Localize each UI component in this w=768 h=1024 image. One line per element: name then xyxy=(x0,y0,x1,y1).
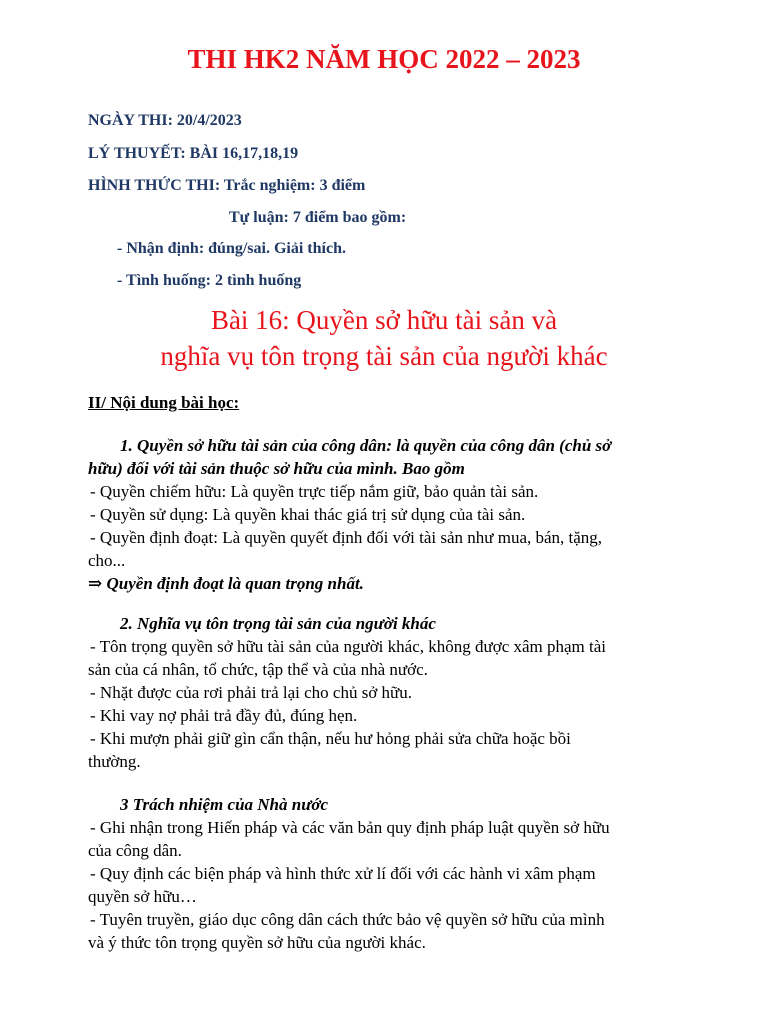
part2-line: thường. xyxy=(88,752,141,771)
part2-line: sản của cá nhân, tổ chức, tập thể và của nhà nước. xyxy=(88,660,428,679)
exam-item-judgment: - Nhận định: đúng/sai. Giải thích. xyxy=(117,240,346,257)
part1-line: - Quyền sử dụng: Là quyền khai thác giá trị sử dụng của tài sản. xyxy=(90,505,526,524)
part2-line: - Nhặt được của rơi phải trả lại cho chủ sở hữu. xyxy=(90,683,413,702)
part3-line: của công dân. xyxy=(88,841,182,860)
lesson-title-line2: nghĩa vụ tôn trọng tài sản của người khác xyxy=(160,341,608,371)
part1-heading-line2: hữu) đối với tài sản thuộc sở hữu của mình. Bao gồm xyxy=(88,459,465,478)
part1-line: - Quyền định đoạt: Là quyền quyết định đối với tài sản như mua, bán, tặng, xyxy=(90,528,603,547)
part3-block xyxy=(88,793,728,954)
part3-line: - Tuyên truyền, giáo dục công dân cách thức bảo vệ quyền sở hữu của mình xyxy=(90,910,605,929)
part1-line: cho... xyxy=(88,551,126,570)
part2-line: - Khi vay nợ phải trả đầy đủ, đúng hẹn. xyxy=(90,706,358,725)
part2-line: - Tôn trọng quyền sở hữu tài sản của người khác, không được xâm phạm tài xyxy=(90,637,607,656)
part2-heading: 2. Nghĩa vụ tôn trọng tài sản của người khác xyxy=(120,614,436,633)
exam-date: NGÀY THI: 20/4/2023 xyxy=(88,112,242,129)
part3-line: quyền sở hữu… xyxy=(88,887,197,906)
exam-format: HÌNH THỨC THI: Trắc nghiệm: 3 điểm xyxy=(88,177,366,194)
exam-item-situation: - Tình huống: 2 tình huống xyxy=(117,272,302,289)
part1-line: - Quyền chiếm hữu: Là quyền trực tiếp nắm giữ, bảo quản tài sản. xyxy=(90,482,539,501)
part1-block xyxy=(88,434,728,595)
exam-essay: Tự luận: 7 điểm bao gồm: xyxy=(229,209,407,226)
part1-conclusion: ⇒ Quyền định đoạt là quan trọng nhất. xyxy=(88,574,364,593)
main-title: THI HK2 NĂM HỌC 2022 – 2023 xyxy=(187,44,581,74)
section-heading: II/ Nội dung bài học: xyxy=(88,393,240,412)
part3-line: - Ghi nhận trong Hiến pháp và các văn bản quy định pháp luật quyền sở hữu xyxy=(90,818,610,837)
part2-line: - Khi mượn phải giữ gìn cẩn thận, nếu hư hỏng phải sửa chữa hoặc bồi xyxy=(90,729,571,748)
part3-line: và ý thức tôn trọng quyền sở hữu của người khác. xyxy=(88,933,426,952)
part3-line: - Quy định các biện pháp và hình thức xử lí đối với các hành vi xâm phạm xyxy=(90,864,596,883)
part3-heading: 3 Trách nhiệm của Nhà nước xyxy=(120,795,329,814)
part1-heading-line1: 1. Quyền sở hữu tài sản của công dân: là quyền của công dân (chủ sở xyxy=(120,436,612,455)
lesson-title-line1: Bài 16: Quyền sở hữu tài sản và xyxy=(210,305,558,335)
part2-block xyxy=(88,612,728,773)
exam-theory: LÝ THUYẾT: BÀI 16,17,18,19 xyxy=(88,145,299,162)
